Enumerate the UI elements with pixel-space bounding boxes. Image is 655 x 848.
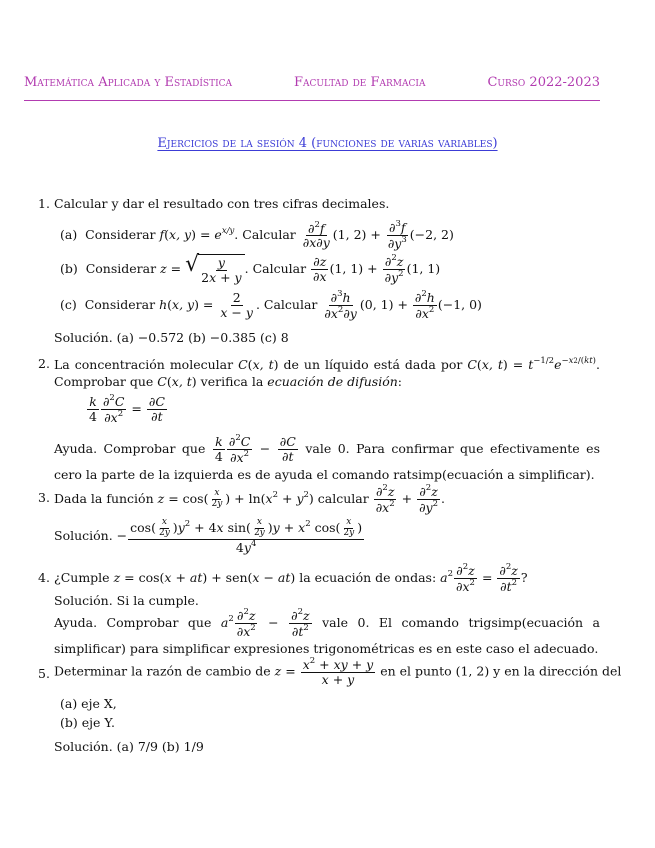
ex4-solution: Solución. Si la cumple. [54, 593, 199, 608]
ex5-statement: Determinar la razón de cambio de z = $\frac{x^2 + xy + y}{x + y}$ en el punto (1, 2) y en la dirección del [54, 656, 622, 687]
ex5-item-a: (a) eje X, [60, 696, 117, 711]
ex1-number: 1. [38, 196, 50, 211]
ex1-solution: Solución. (a) −0.572 (b) −0.385 (c) 8 [54, 330, 289, 345]
ex3-number: 3. [38, 490, 50, 505]
header-rule [24, 100, 600, 101]
ex2-statement: La concentración molecular C(x, t) de un líquido está dada por C(x, $t) = t^{-1/2}e^{-x2/(kt)}$. Comprobar que C(x, t) verifica la ecuación de difusión: [54, 356, 600, 389]
ex2-number: 2. [38, 356, 50, 371]
ex1-item-c: (c) Considerar h(x, y) = $\frac{2}{x - y}$ . Calcular $\frac{\partial^3h}{\partial x^2\partial y}$ (0, 1) + $\frac{\partial^2h}{\partial x^2}$ (−1, 0) [60, 289, 482, 321]
header-course: Matemática Aplicada y Estadística [24, 75, 233, 90]
ex5-item-b: (b) eje Y. [60, 715, 115, 730]
page-title: Ejercicios de la sesión 4 (funciones de varias variables) [157, 136, 498, 151]
ex3-solution: Solución. − cos( $\frac{x}{2y}$ )$y^2 + 4x$ sin( $\frac{x}{2y}$ )$y + x^2$ cos( $\frac{x}{2y}$ ) $4y^4$ [54, 517, 363, 555]
ex3-statement: Dada la función z = cos( $\frac{x}{2y}$ ) + $\ln(x^2 + y^2)$ calcular $\frac{\partial^2z}{\partial x^2}$ + $\frac{\partial^2z}{\partial y^2}$ . [54, 483, 446, 515]
header-faculty: Facultad de Farmacia [294, 75, 426, 90]
ex2-equation: $\frac{k}{4}$ $\frac{\partial^2C}{\partial x^2}$ = $\frac{\partial C}{\partial t}$ [89, 393, 165, 425]
page-header [24, 74, 600, 92]
ex5-number: 5. [38, 666, 50, 681]
ex4-number: 4. [38, 570, 50, 585]
ex2-help: Ayuda. Comprobar que $\frac{k}{4}$ $\frac{\partial^2C}{\partial x^2}$ − $\frac{\partial C}{\partial t}$ vale 0. Para confirmar que efectivamente es cero la parte de la izquierda es de ayuda el comando ratsimp(ecuación a simplificar). [54, 433, 600, 482]
header-year: Curso 2022-2023 [487, 75, 600, 90]
ex1-intro: Calcular y dar el resultado con tres cifras decimales. [54, 196, 390, 211]
ex4-help: Ayuda. Comprobar que $a^2$ $\frac{\partial^2z}{\partial x^2}$ − $\frac{\partial^2z}{\partial t^2}$ vale 0. El comando trigsimp(ecuación a simplificar) para simplificar expresiones trigonométricas es en este caso el adecuado. [54, 607, 600, 656]
ex1-item-b: (b) Considerar z = √ $\frac{y}{2x + y}$ . Calcular $\frac{\partial z}{\partial x}$ (1, 1) + $\frac{\partial^2z}{\partial y^2}$ (1, 1) [60, 252, 441, 285]
ex4-statement: ¿Cumple z = cos(x + at) + sen(x − at) la ecuación de ondas: $a^2$ $\frac{\partial^2z}{\partial x^2}$ = $\frac{\partial^2z}{\partial t^2}$ ? [54, 562, 528, 594]
ex1-item-a: (a) Considerar f(x, $y) = e^{x/y}$. Calcular $\frac{\partial^2f}{\partial x\partial y}$ (1, 2) + $\frac{\partial^3f}{\partial y^3}$ (−2, 2) [60, 219, 454, 251]
ex5-solution: Solución. (a) 7/9 (b) 1/9 [54, 739, 204, 754]
